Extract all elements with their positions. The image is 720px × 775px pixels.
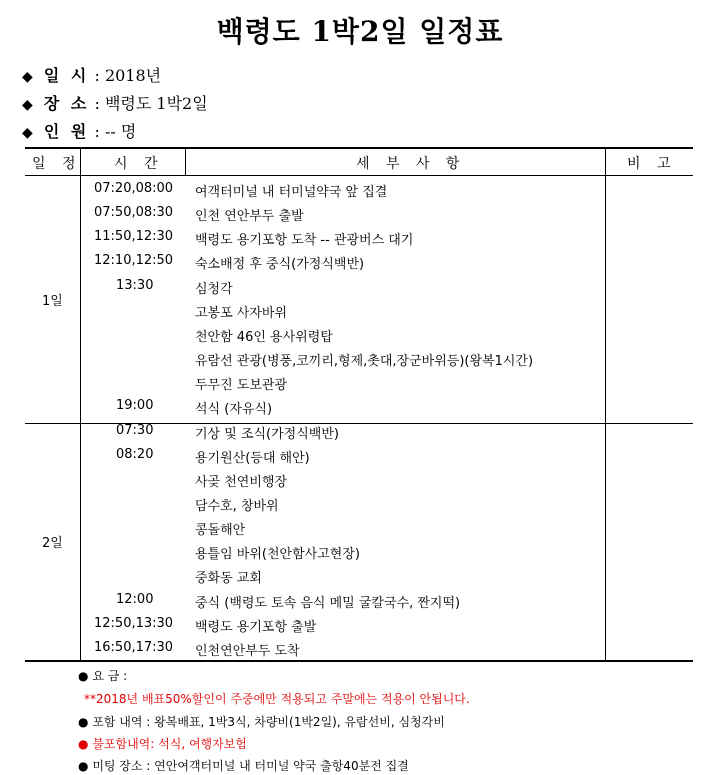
row-desc: 심청각	[195, 281, 233, 297]
row-desc: 기상 및 조식(가정식백반)	[195, 426, 339, 442]
row-time: 12:50,13:30	[94, 615, 174, 631]
bullet-icon: ●	[78, 669, 89, 683]
row-time: 08:20	[116, 446, 154, 462]
info-value: 2018년	[104, 66, 162, 85]
diamond-bullet-icon: ◆	[22, 97, 33, 113]
note-meeting	[78, 757, 409, 774]
meeting-text: 미팅 장소 : 연안여객터미널 내 터미널 약국 출항40분전 집결	[92, 759, 409, 773]
row-desc: 중화동 교회	[195, 571, 262, 587]
row-desc: 석식 (자유식)	[195, 402, 273, 418]
note-included	[78, 713, 445, 730]
row-desc: 두무진 도보관광	[195, 378, 288, 394]
info-colon: :	[94, 66, 105, 85]
header-remarks: 비 고	[627, 156, 677, 172]
row-time: 11:50,12:30	[94, 229, 174, 245]
day2-label: 2일	[42, 536, 63, 551]
table-top-border	[25, 147, 693, 149]
row-desc: 콩돌해안	[195, 523, 246, 539]
header-details: 세 부 사 항	[356, 156, 466, 172]
header-day: 일 정	[32, 156, 82, 172]
row-desc: 인천연안부두 도착	[195, 643, 300, 659]
info-value: 백령도 1박2일	[104, 94, 208, 113]
row-desc: 고봉포 사자바위	[195, 305, 288, 321]
info-place	[22, 91, 208, 114]
row-time: 07:20,08:00	[94, 181, 174, 196]
row-time: 07:30	[116, 422, 154, 438]
row-time: 07:50,08:30	[94, 205, 174, 221]
info-colon: :	[94, 94, 105, 113]
note-fare-discount: **2018년 배표50%할인이 주중에만 적용되고 주말에는 적용이 안됩니다.	[84, 692, 470, 706]
bullet-icon: ●	[78, 759, 89, 773]
row-time: 13:30	[116, 277, 154, 293]
info-value: -- 명	[104, 122, 137, 141]
bullet-icon: ●	[78, 737, 89, 751]
table-bottom-border	[25, 660, 693, 662]
row-time: 19:00	[116, 398, 154, 414]
row-desc: 인천 연안부두 출발	[195, 209, 304, 225]
excluded-text: 불포함내역: 석식, 여행자보험	[92, 737, 247, 751]
bullet-icon: ●	[78, 715, 89, 729]
table-col-divider	[80, 148, 81, 661]
table-col-divider	[185, 148, 186, 176]
row-desc: 백령도 용기포항 출발	[195, 619, 317, 635]
info-people	[22, 119, 136, 142]
info-label: 인 원	[43, 122, 90, 141]
row-desc: 숙소배정 후 중식(가정식백반)	[195, 257, 365, 273]
fare-label: 요 금 :	[92, 669, 128, 683]
diamond-bullet-icon: ◆	[22, 69, 33, 85]
table-header-border	[25, 175, 693, 176]
row-desc: 용기원산(등대 해안)	[195, 450, 310, 466]
header-time: 시 간	[114, 156, 164, 172]
info-label: 일 시	[43, 66, 90, 85]
row-desc: 유람선 관광(병풍,코끼리,형제,촛대,장군바위등)(왕복1시간)	[195, 354, 534, 370]
diamond-bullet-icon: ◆	[22, 125, 33, 141]
included-text: 포함 내역 : 왕복배표, 1박3식, 차량비(1박2일), 유람선비, 심청각비	[92, 715, 445, 729]
row-desc: 담수호, 창바위	[195, 498, 279, 514]
row-desc: 여객터미널 내 터미널약국 앞 집결	[195, 185, 388, 200]
row-desc: 백령도 용기포항 도착 -- 관광버스 대기	[195, 233, 414, 249]
info-label: 장 소	[43, 94, 90, 113]
row-time: 12:10,12:50	[94, 253, 174, 269]
row-desc: 용틀임 바위(천안함사고현장)	[195, 547, 360, 563]
day1-label: 1일	[42, 294, 63, 309]
row-desc: 천안함 46인 용사위령탑	[195, 329, 333, 345]
page-title: 백령도 1박2일 일정표	[216, 15, 504, 48]
info-date	[22, 63, 161, 86]
row-desc: 사곶 천연비행장	[195, 474, 288, 490]
note-excluded	[78, 735, 247, 752]
table-col-divider	[605, 148, 606, 661]
info-colon: :	[94, 122, 105, 141]
row-time: 16:50,17:30	[94, 639, 174, 655]
row-desc: 중식 (백령도 토속 음식 메밀 굴칼국수, 짠지떡)	[195, 595, 461, 611]
row-time: 12:00	[116, 591, 154, 607]
note-fare	[78, 667, 127, 684]
